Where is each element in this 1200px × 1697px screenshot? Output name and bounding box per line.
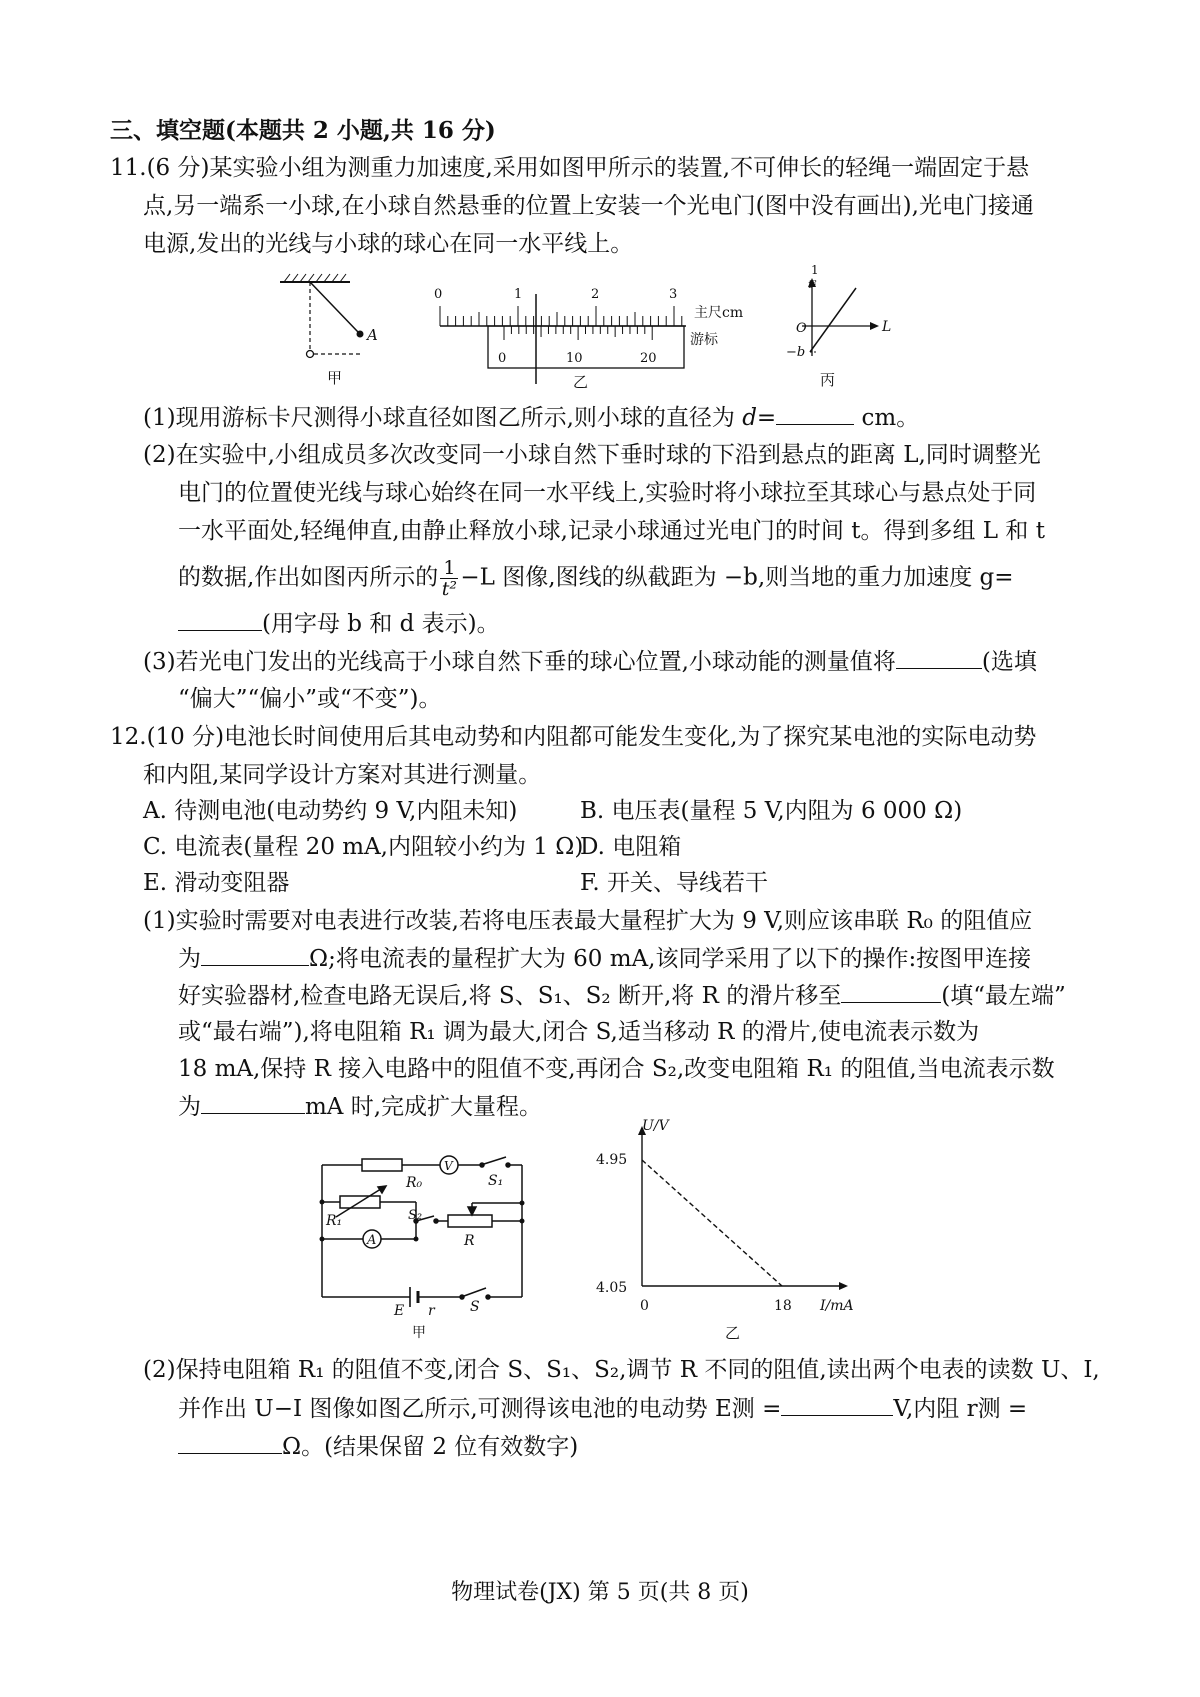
bing-intercept: −b: [786, 345, 806, 360]
x-tick-origin: 0: [640, 1298, 649, 1314]
answer-blank-emf[interactable]: [781, 1393, 893, 1416]
q11-stem-line-1: 11.(6 分)某实验小组为测重力加速度,采用如图甲所示的装置,不可伸长的轻绳一端固定于悬: [110, 155, 1030, 181]
vernier-label: 游标: [690, 332, 718, 348]
fig-yi-caption: 乙: [573, 373, 589, 391]
main-tick-1: 1: [514, 287, 523, 302]
q11-part2-line-4b: −L 图像,图线的纵截距为 −b,则当地的重力加速度 g=: [460, 564, 1014, 591]
y-tick-top: 4.95: [596, 1152, 628, 1168]
q11-part1: [143, 402, 919, 433]
q11-part1-unit: cm。: [861, 405, 920, 431]
answer-blank-internal-resistance[interactable]: [178, 1431, 282, 1454]
page-footer: 物理试卷(JX) 第 5 页(共 8 页): [451, 1580, 749, 1605]
x-axis-arrow: [839, 1282, 848, 1290]
q11-stem-line-3: 电源,发出的光线与小球的球心在同一水平线上。: [143, 231, 634, 257]
frac-num: 1: [440, 558, 458, 579]
bing-x-label: L: [882, 319, 892, 335]
q11-part3-line-1: [143, 646, 1037, 677]
q12-part1-line-6b: mA 时,完成扩大量程。: [305, 1094, 543, 1120]
answer-blank-r0[interactable]: [201, 943, 309, 966]
q12-stem-line-1: 12.(10 分)电池长时间使用后其电动势和内阻都可能发生变化,为了探究某电池的实际电动势: [110, 724, 1037, 750]
vernier-caliper-figure: [428, 282, 768, 394]
q12-part1-line-1: (1)实验时需要对电表进行改装,若将电压表最大量程扩大为 9 V,则应该串联 R₀ 的阻值应: [143, 908, 1033, 934]
option-b: B. 电压表(量程 5 V,内阻为 6 000 Ω): [580, 798, 963, 824]
q11-stem-line-2: 点,另一端系一小球,在小球自然悬垂的位置上安装一个光电门(图中没有画出),光电门接通: [143, 193, 1034, 219]
vernier-tick-20: 20: [640, 351, 657, 366]
answer-blank-current[interactable]: [201, 1091, 305, 1114]
option-d: D. 电阻箱: [580, 834, 682, 860]
label-s1: S₁: [488, 1173, 504, 1189]
label-ammeter: A: [367, 1233, 377, 1248]
q11-part2-line-3: 一水平面处,轻绳伸直,由静止释放小球,记录小球通过光电门的时间 t。得到多组 L 和 t: [178, 518, 1045, 544]
q12-part2-line-1: (2)保持电阻箱 R₁ 的阻值不变,闭合 S、S₁、S₂,调节 R 不同的阻值,读出两个电表的读数 U、I,: [143, 1357, 1100, 1383]
section-title: 三、填空题(本题共 2 小题,共 16 分): [110, 117, 496, 144]
q11-part2-line-5: [178, 608, 500, 639]
q12-part2-line-3: [178, 1431, 578, 1462]
answer-blank-diameter[interactable]: [776, 402, 854, 425]
y-axis-label: U/V: [642, 1118, 669, 1134]
graph-caption: 乙: [725, 1324, 741, 1342]
label-voltmeter: V: [444, 1159, 453, 1173]
x-axis-label: I/mA: [820, 1298, 854, 1314]
u-i-graph: [590, 1110, 890, 1345]
main-scale-label: 主尺cm: [694, 305, 744, 321]
q11-part2-line-5-text: (用字母 b 和 d 表示)。: [262, 611, 500, 637]
q11-part2-line-2: 电门的位置使光线与球心始终在同一水平线上,实验时将小球拉至其球心与悬点处于同: [178, 480, 1037, 506]
q12-part2-line-2: [178, 1393, 1027, 1424]
q11-part3-tail: (选填: [981, 649, 1037, 675]
x-tick-end: 18: [774, 1298, 792, 1314]
q11-part1-var: d=: [742, 405, 777, 431]
label-e: E: [394, 1303, 405, 1319]
q12-part1-line-2a: 为: [178, 946, 201, 972]
y-tick-bottom: 4.05: [596, 1280, 628, 1296]
fig-jia-caption: 甲: [327, 369, 343, 387]
label-r0: R₀: [406, 1175, 423, 1191]
rheostat-r: [448, 1215, 492, 1227]
option-f: F. 开关、导线若干: [580, 870, 768, 896]
option-e: E. 滑动变阻器: [143, 870, 290, 896]
reciprocal-t2-graph: [780, 260, 900, 390]
q12-stem-line-2: 和内阻,某同学设计方案对其进行测量。: [143, 762, 542, 788]
label-s2: S₂: [408, 1208, 423, 1223]
bing-y-den: t²: [808, 278, 817, 291]
bing-origin: O: [796, 321, 807, 336]
vernier-tick-10: 10: [566, 351, 583, 366]
answer-blank-kinetic[interactable]: [896, 646, 982, 669]
q12-part2-line-2a: 并作出 U−I 图像如图乙所示,可测得该电池的电动势 E测 =: [178, 1396, 782, 1422]
q11-part1-text: (1)现用游标卡尺测得小球直径如图乙所示,则小球的直径为: [143, 405, 735, 431]
label-r1: R₁: [326, 1213, 343, 1229]
circuit-diagram: [300, 1145, 540, 1340]
answer-blank-gravity[interactable]: [178, 608, 262, 631]
q12-part1-line-3b: (填“最左端”: [941, 983, 1066, 1009]
label-r: R: [464, 1233, 475, 1249]
q12-part1-line-5: 18 mA,保持 R 接入电路中的阻值不变,再闭合 S₂,改变电阻箱 R₁ 的阻值,当电流表示数: [178, 1056, 1055, 1082]
q12-part1-line-2: [178, 943, 1031, 974]
fraction-1-over-t2: [440, 558, 458, 599]
main-tick-2: 2: [591, 287, 600, 302]
q12-part1-line-6: [178, 1091, 542, 1122]
frac-den: t²: [441, 578, 457, 600]
q12-part1-line-6a: 为: [178, 1094, 201, 1120]
q12-part1-line-2b: Ω;将电流表的量程扩大为 60 mA,该同学采用了以下的操作:按图甲连接: [309, 946, 1032, 972]
q11-part3-text: (3)若光电门发出的光线高于小球自然下垂的球心位置,小球动能的测量值将: [143, 649, 896, 675]
q11-part2-line-4: [178, 558, 1014, 599]
q11-part2-line-1: (2)在实验中,小组成员多次改变同一小球自然下垂时球的下沿到悬点的距离 L,同时调整光: [143, 442, 1041, 468]
pendulum-figure: [270, 270, 390, 390]
q12-part2-line-2b: V,内阻 r测 =: [893, 1396, 1028, 1422]
q12-part2-line-3-text: Ω。(结果保留 2 位有效数字): [282, 1434, 579, 1460]
main-tick-3: 3: [669, 287, 678, 302]
resistor-r0: [362, 1159, 402, 1171]
bing-y-num: 1: [811, 263, 819, 277]
point-a-label: A: [367, 326, 378, 344]
label-rin: r: [428, 1303, 435, 1319]
u-i-line: [642, 1160, 782, 1286]
q12-part1-line-3a: 好实验器材,检查电路无误后,将 S、S₁、S₂ 断开,将 R 的滑片移至: [178, 983, 842, 1009]
fig-bing-caption: 丙: [820, 371, 836, 389]
label-s: S: [470, 1299, 480, 1315]
circuit-caption: 甲: [412, 1325, 426, 1340]
vernier-tick-0: 0: [498, 351, 507, 366]
q12-part1-line-3: [178, 980, 1066, 1011]
q12-part1-line-4: 或“最右端”),将电阻箱 R₁ 调为最大,闭合 S,适当移动 R 的滑片,使电流表示数为: [178, 1019, 980, 1045]
main-tick-0: 0: [434, 287, 443, 302]
option-a: A. 待测电池(电动势约 9 V,内阻未知): [143, 798, 518, 824]
q11-part3-line-2: “偏大”“偏小”或“不变”)。: [178, 686, 442, 712]
answer-blank-slider[interactable]: [841, 980, 941, 1003]
q11-part2-line-4a: 的数据,作出如图丙所示的: [178, 564, 439, 591]
option-c: C. 电流表(量程 20 mA,内阻较小约为 1 Ω): [143, 834, 584, 860]
